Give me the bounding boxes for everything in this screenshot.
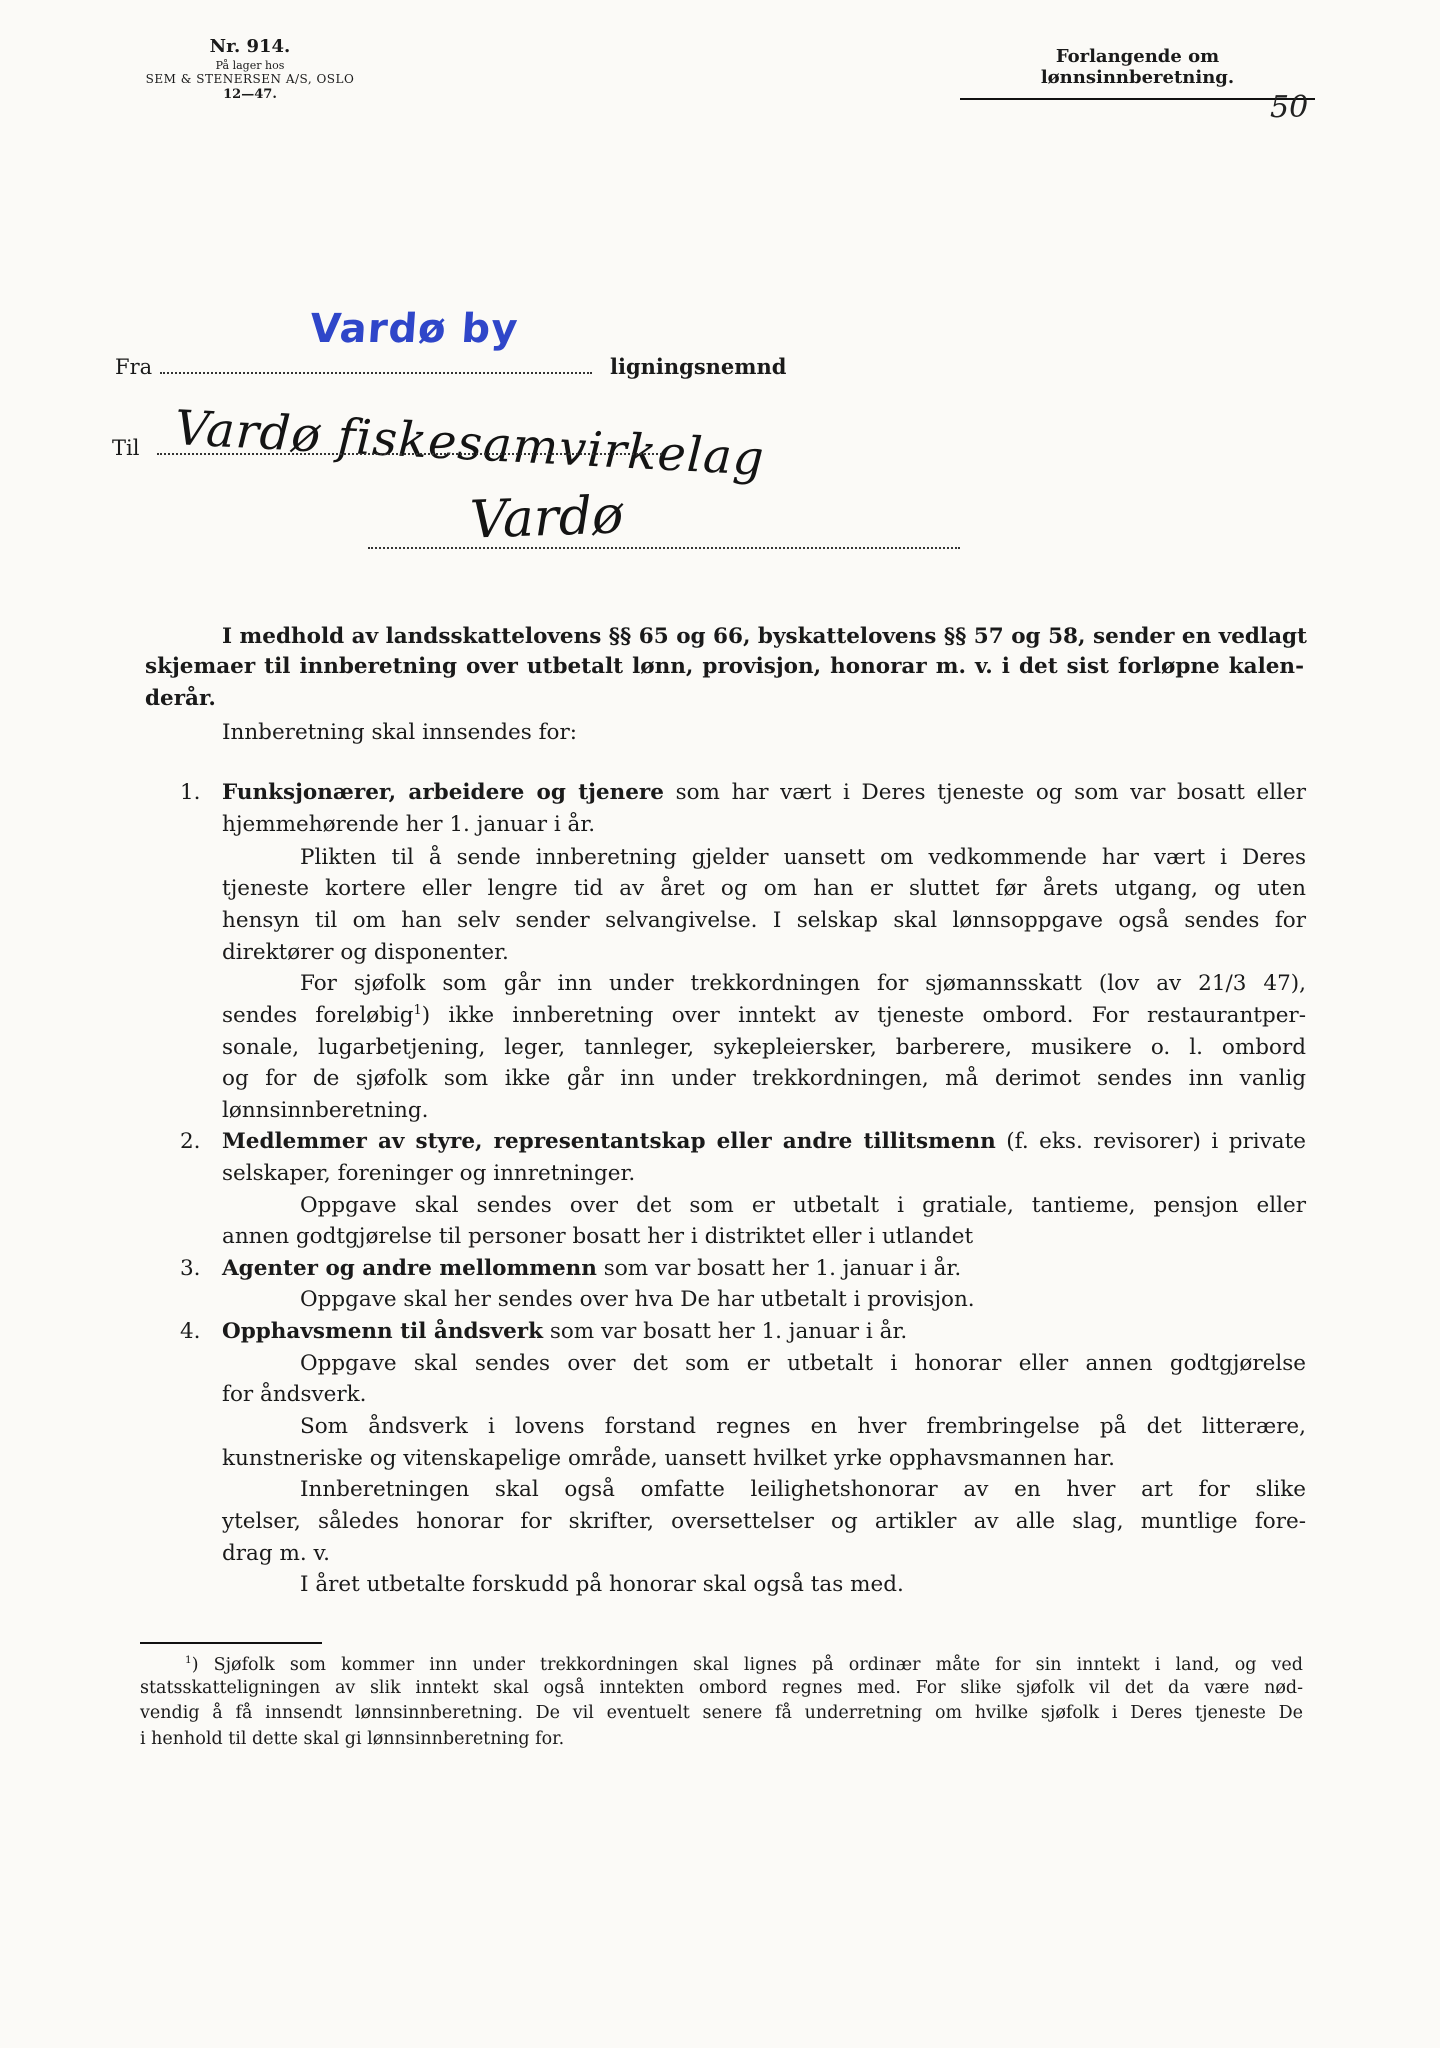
publisher: SEM & STENERSEN A/S, OSLO bbox=[145, 72, 355, 87]
from-dotted-line bbox=[160, 372, 592, 374]
to-label: Til bbox=[112, 436, 140, 460]
footnote-line: statsskatteligningen av slik inntekt skal også inntekten ombord regnes med. For slike sjøfolk vil det da være nød- bbox=[140, 1678, 1303, 1698]
form-title: Forlangende om lønnsinnberetning. bbox=[960, 46, 1315, 100]
item-line: annen godtgjørelse til personer bosatt her i distriktet eller i utlandet bbox=[222, 1224, 974, 1249]
item-line: I året utbetalte forskudd på honorar skal også tas med. bbox=[300, 1572, 904, 1597]
item-text: som var bosatt her 1. januar i år. bbox=[549, 1319, 908, 1344]
municipality-stamp: Vardø by bbox=[308, 306, 520, 352]
footnote-text: ) Sjøfolk som kommer inn under trekkordningen skal lignes på ordinær måte for sin inntekt i land, og ved bbox=[191, 1654, 1303, 1675]
item-line: tjeneste kortere eller lengre tid av året og om han er sluttet før årets utgang, og uten bbox=[222, 876, 1306, 901]
item-line: Som åndsverk i lovens forstand regnes en hver frembringelse på det litterære, bbox=[300, 1414, 1306, 1439]
item-line: sonale, lugarbetjening, leger, tannleger, sykepleiersker, barberere, musikere o. l. ombord bbox=[222, 1035, 1306, 1060]
item-line: drag m. v. bbox=[222, 1541, 330, 1566]
item-line: Innberetningen skal også omfatte leilighetshonorar av en hver art for slike bbox=[300, 1477, 1306, 1502]
item-line: og for de sjøfolk som ikke går inn under trekkordningen, må derimot sendes inn vanlig bbox=[222, 1066, 1306, 1091]
footnote-marker: 1 bbox=[185, 1654, 192, 1666]
address-dotted-line bbox=[368, 547, 960, 549]
item-line: direktører og disponenter. bbox=[222, 940, 509, 965]
item-text: (f. eks. revisorer) i private bbox=[1006, 1129, 1306, 1154]
item-heading: Opphavsmenn til åndsverk bbox=[222, 1319, 543, 1344]
item-line: for åndsverk. bbox=[222, 1382, 367, 1407]
intro-line: derår. bbox=[145, 686, 216, 711]
item-line: For sjøfolk som går inn under trekkordningen for sjømannsskatt (lov av 21/3 47), bbox=[300, 971, 1306, 996]
footnote-ref: 1 bbox=[413, 1003, 422, 1018]
to-dotted-line bbox=[157, 453, 662, 455]
footnote-line: i henhold til dette skal gi lønnsinnberetning for. bbox=[140, 1729, 565, 1749]
item-heading: Medlemmer av styre, representantskap eller andre tillitsmenn bbox=[222, 1129, 996, 1154]
item-line bbox=[222, 1258, 961, 1280]
item-line: kunstneriske og vitenskapelige område, uansett hvilket yrke opphavsmannen har. bbox=[222, 1446, 1115, 1471]
item-number: 2. bbox=[180, 1129, 201, 1154]
item-line bbox=[222, 1321, 907, 1343]
item-number: 3. bbox=[180, 1256, 201, 1281]
intro-line: I medhold av landsskattelovens §§ 65 og 66, byskattelovens §§ 57 og 58, sender en vedlagt bbox=[222, 624, 1307, 649]
item-line bbox=[222, 1005, 1306, 1027]
intro-line: Innberetning skal innsendes for: bbox=[222, 720, 578, 745]
handwritten-corner-number: 50 bbox=[1270, 90, 1309, 125]
item-line: Oppgave skal sendes over det som er utbetalt i gratiale, tantieme, pensjon eller bbox=[300, 1193, 1306, 1218]
item-line: Oppgave skal sendes over det som er utbetalt i honorar eller annen godtgjørelse bbox=[300, 1351, 1306, 1376]
print-date: 12—47. bbox=[223, 87, 277, 103]
item-line: Plikten til å sende innberetning gjelder uansett om vedkommende har vært i Deres bbox=[300, 845, 1306, 870]
item-text: som var bosatt her 1. januar i år. bbox=[603, 1256, 962, 1281]
item-line: ytelser, således honorar for skrifter, oversettelser og artikler av alle slag, muntlige fore- bbox=[222, 1509, 1306, 1534]
footnote-line: vendig å få innsendt lønnsinnberetning. De vil eventuelt senere få underretning om hvilke sjøfolk i Deres tjeneste De bbox=[140, 1703, 1303, 1723]
from-label: Fra bbox=[115, 355, 153, 379]
stock-note: På lager hos bbox=[215, 58, 285, 72]
item-heading: Funksjonærer, arbeidere og tjenere bbox=[222, 780, 664, 805]
item-line bbox=[222, 1131, 1306, 1153]
item-number: 1. bbox=[180, 780, 201, 805]
item-text: sendes foreløbig bbox=[222, 1003, 414, 1029]
intro-line: skjemaer til innberetning over utbetalt lønn, provisjon, honorar m. v. i det sist forløpne kalen- bbox=[145, 654, 1304, 679]
handwritten-recipient: Vardø fiskesamvirkelag bbox=[173, 400, 766, 487]
from-line bbox=[115, 354, 786, 379]
from-suffix: ligningsnemnd bbox=[610, 354, 787, 379]
handwritten-place: Vardø bbox=[468, 485, 625, 551]
item-line: Oppgave skal her sendes over hva De har utbetalt i provisjon. bbox=[300, 1287, 975, 1312]
item-number: 4. bbox=[180, 1319, 201, 1344]
item-line bbox=[222, 782, 1306, 804]
item-line: hjemmehørende her 1. januar i år. bbox=[222, 812, 596, 837]
item-line: lønnsinnberetning. bbox=[222, 1098, 429, 1123]
to-line bbox=[112, 436, 662, 460]
item-line: selskaper, foreninger og innretninger. bbox=[222, 1161, 636, 1186]
item-text: som har vært i Deres tjeneste og som var bosatt eller bbox=[675, 780, 1306, 805]
footnote-rule bbox=[140, 1642, 322, 1644]
item-line: hensyn til om han selv sender selvangivelse. I selskap skal lønnsoppgave også sendes for bbox=[222, 908, 1306, 933]
form-number: Nr. 914. bbox=[209, 36, 291, 57]
item-text: ) ikke innberetning over inntekt av tjeneste ombord. For restaurantper- bbox=[421, 1003, 1306, 1029]
footnote-line bbox=[185, 1655, 1303, 1674]
item-heading: Agenter og andre mellommenn bbox=[222, 1256, 597, 1281]
printer-imprint bbox=[120, 36, 380, 104]
